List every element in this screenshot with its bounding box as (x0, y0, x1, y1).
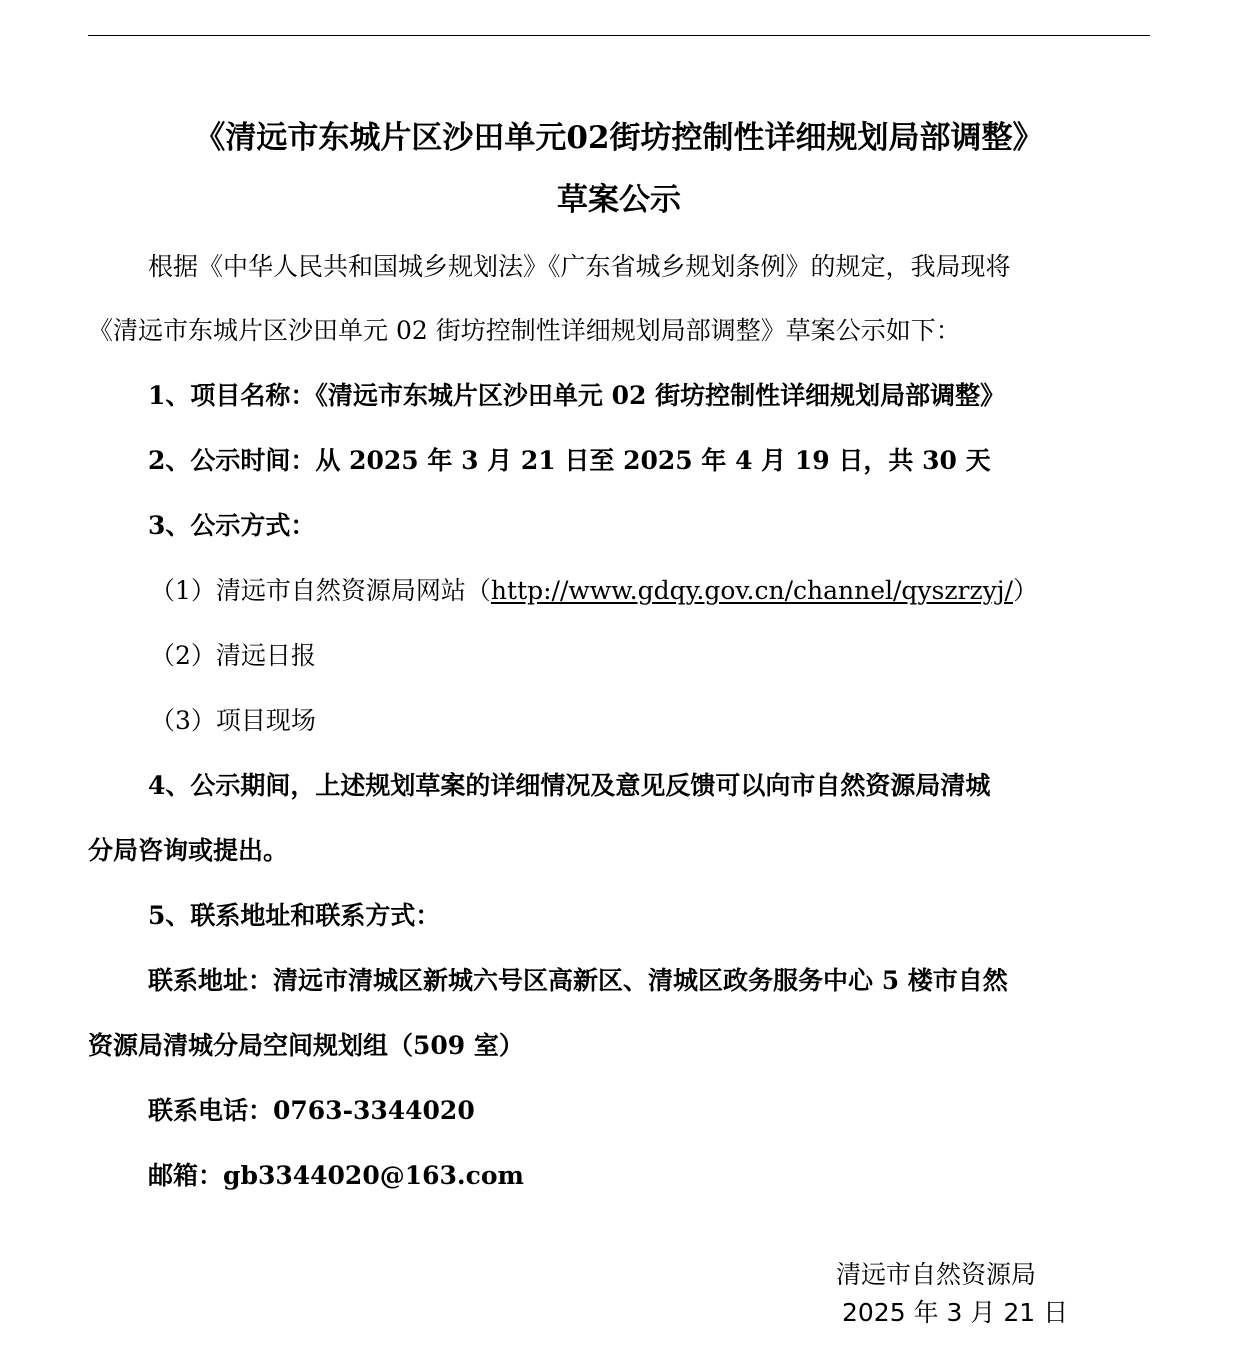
item-publicity-methods-heading: 3、公示方式： (148, 511, 316, 540)
website-suffix: ） (1012, 576, 1038, 605)
publicity-method-website (150, 574, 1038, 608)
website-prefix: （1）清远市自然资源局网站（ (150, 576, 491, 605)
intro-line-1: 根据《中华人民共和国城乡规划法》《广东省城乡规划条例》的规定，我局现将 (148, 252, 1011, 281)
document-subtitle: 草案公示 (557, 182, 681, 218)
contact-address-line-2: 资源局清城分局空间规划组（509 室） (88, 1031, 524, 1060)
top-rule (88, 35, 1150, 36)
item-project-name: 1、项目名称：《清远市东城片区沙田单元 02 街坊控制性详细规划局部调整》 (148, 381, 1006, 410)
contact-phone: 联系电话：0763-3344020 (148, 1096, 475, 1125)
document-title: 《清远市东城片区沙田单元02街坊控制性详细规划局部调整》 (194, 120, 1044, 156)
contact-address-line-1: 联系地址：清远市清城区新城六号区高新区、清城区政务服务中心 5 楼市自然 (148, 966, 1008, 995)
intro-line-2: 《清远市东城片区沙田单元 02 街坊控制性详细规划局部调整》草案公示如下： (88, 316, 961, 345)
publicity-method-newspaper: （2）清远日报 (150, 641, 316, 670)
contact-email: 邮箱：gb3344020@163.com (148, 1161, 524, 1190)
item-contact-heading: 5、联系地址和联系方式： (148, 901, 441, 930)
item-feedback-line-1: 4、公示期间，上述规划草案的详细情况及意见反馈可以向市自然资源局清城 (148, 771, 991, 800)
item-publicity-period: 2、公示时间：从 2025 年 3 月 21 日至 2025 年 4 月 19 日，共 30 天 (148, 446, 991, 475)
item-feedback-line-2: 分局咨询或提出。 (88, 836, 289, 865)
signature-organization: 清远市自然资源局 (836, 1260, 1037, 1289)
signature-date: 2025 年 3 月 21 日 (842, 1298, 1069, 1327)
website-link[interactable]: http://www.gdqy.gov.cn/channel/qyszrzyj/ (490, 576, 1013, 605)
publicity-method-site: （3）项目现场 (150, 706, 316, 735)
